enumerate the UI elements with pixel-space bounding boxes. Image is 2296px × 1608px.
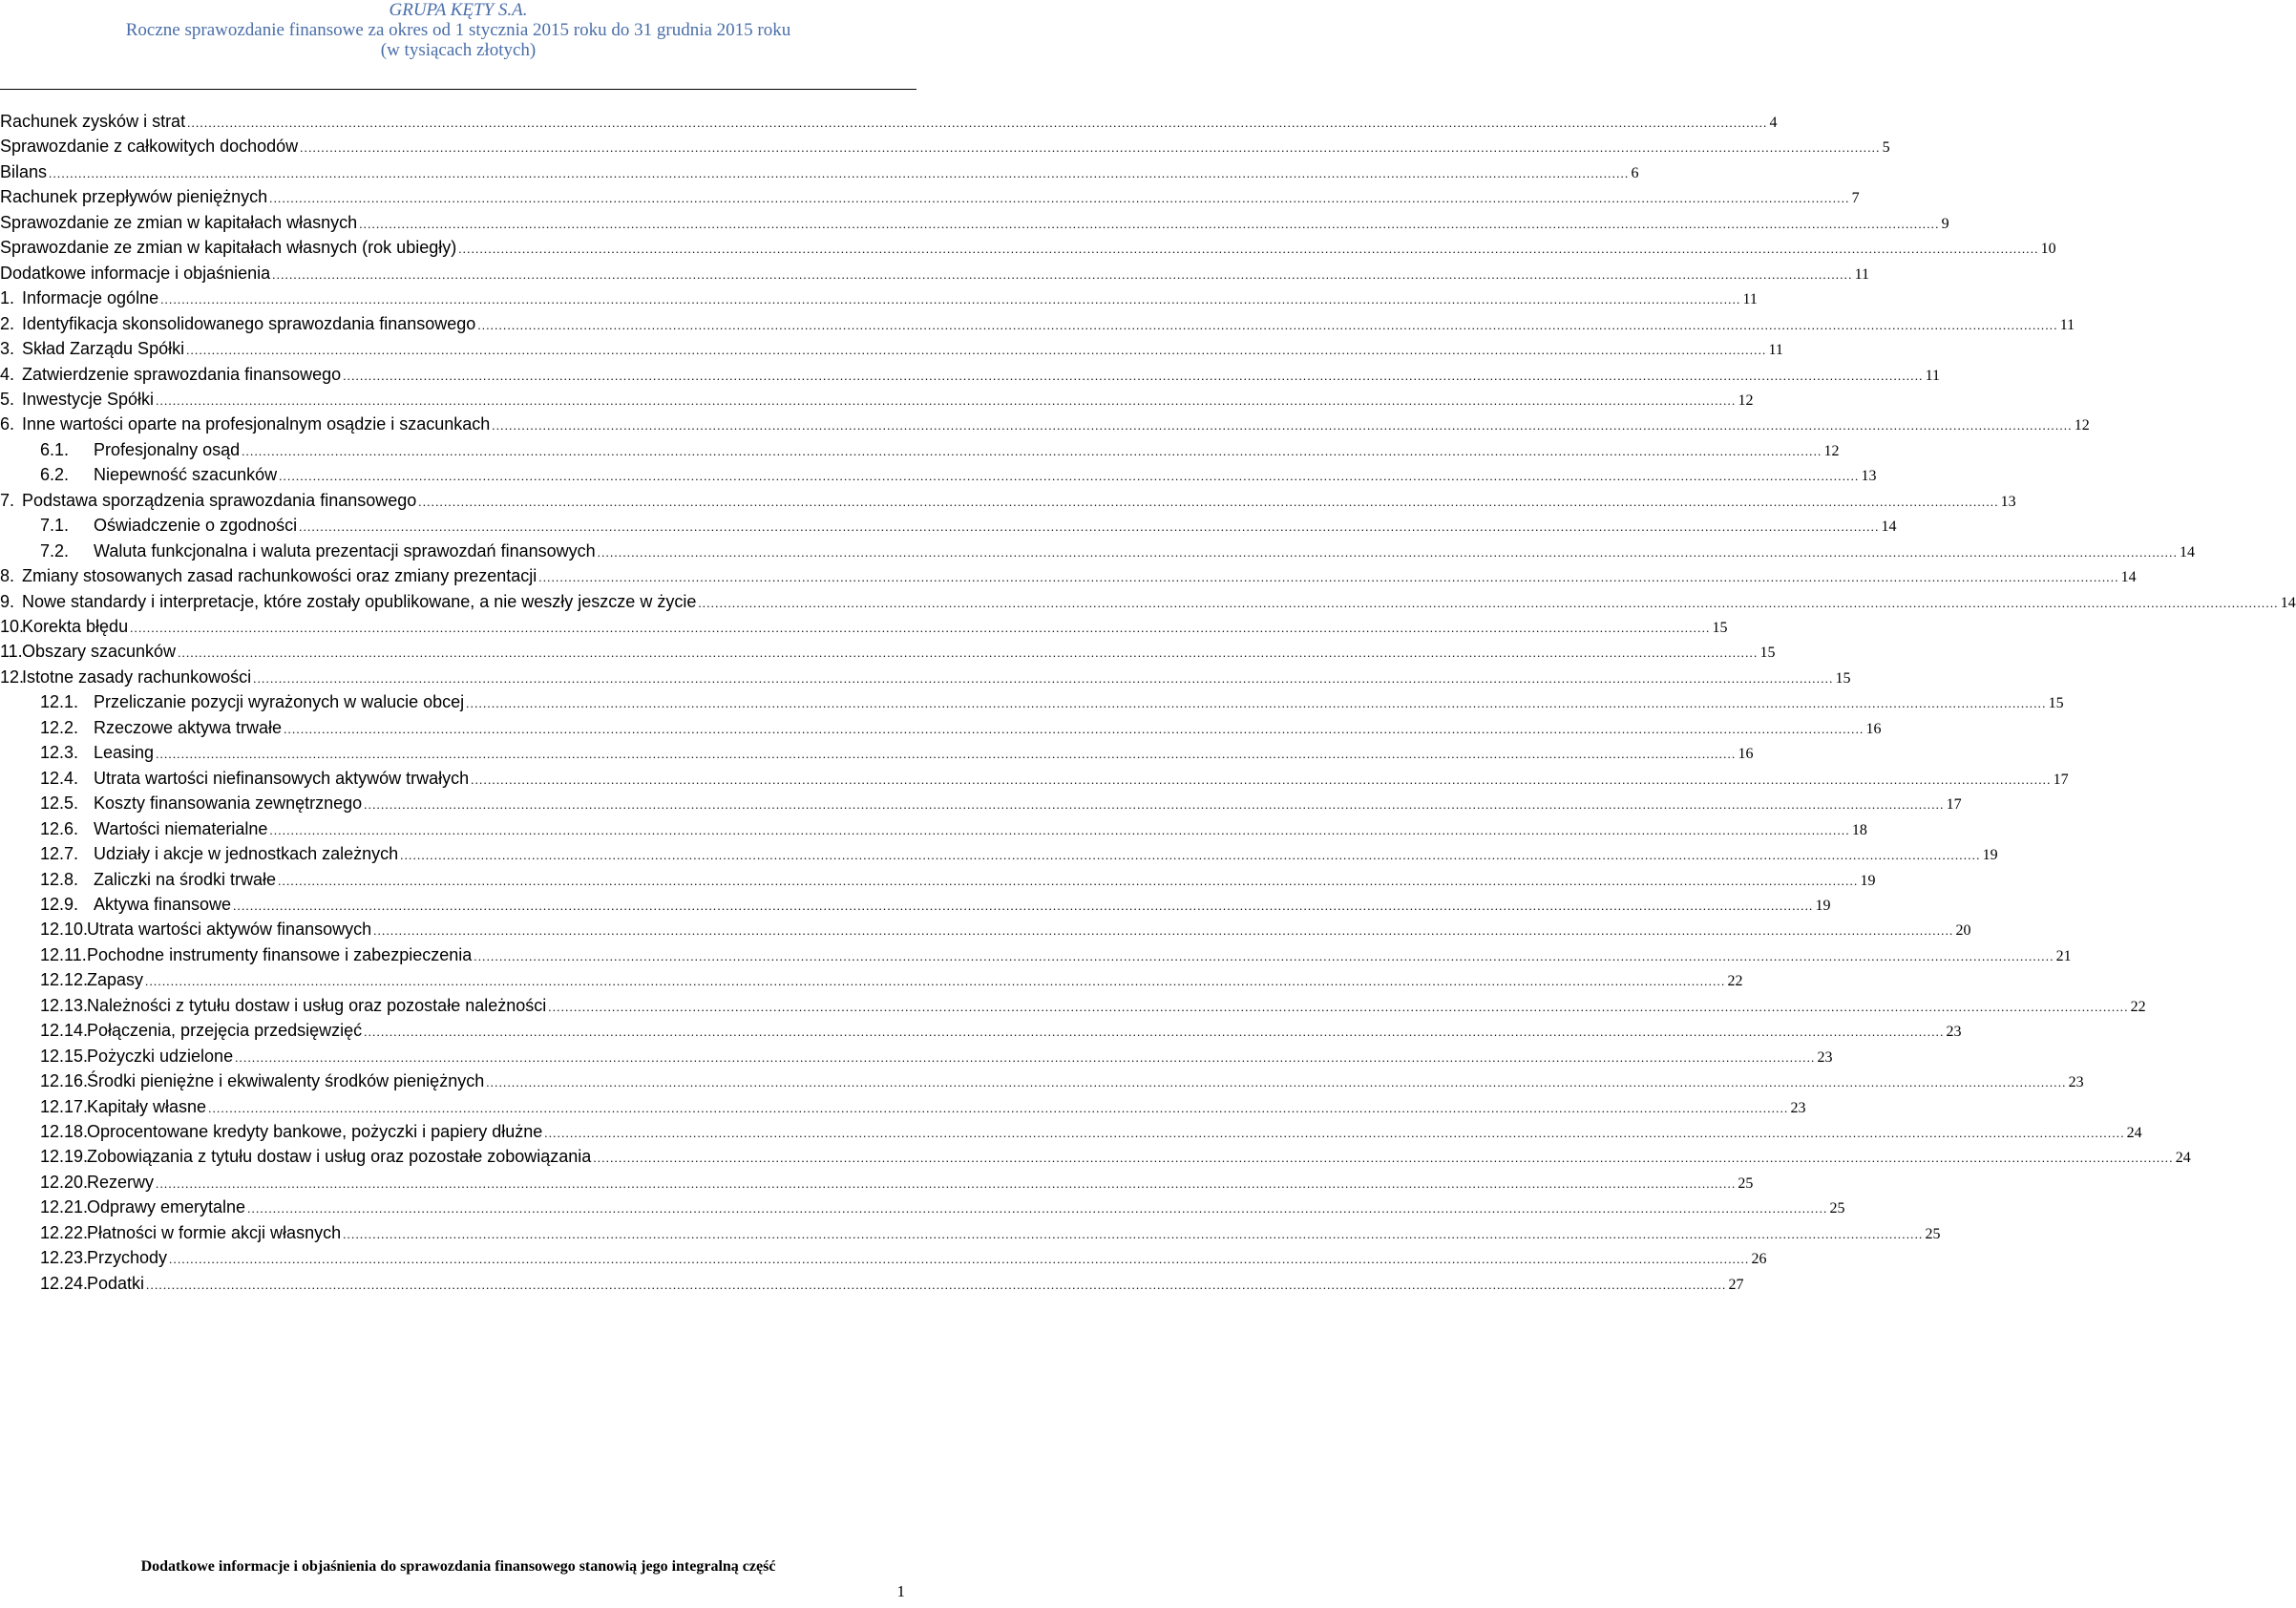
toc-entry[interactable] [0,261,1869,286]
dot-leader [145,969,1725,994]
toc-entry-label: Odprawy emerytalne [87,1197,246,1217]
toc-entry-label: Sprawozdanie ze zmian w kapitałach własnych [0,212,358,232]
toc-entry-label: Pożyczki udzielone [87,1046,234,1066]
toc-entry-number: 7.1. [40,516,70,536]
toc-entry[interactable] [0,437,1840,462]
toc-entry-title [0,336,184,361]
toc-entry-number: 2. [0,313,15,333]
toc-entry-title [0,134,298,159]
dot-leader [278,869,1858,894]
toc-entry-page: 16 [1865,720,1882,737]
toc-entry[interactable] [0,184,1860,209]
dot-leader [492,413,2072,438]
toc-entry-label: Oświadczenie o zgodności [94,516,298,536]
toc-entry-label: Zaliczki na środki trwałe [94,869,277,889]
toc-entry-page: 15 [2048,695,2064,712]
dot-leader [169,1247,1749,1272]
toc-entry-page: 14 [2180,543,2196,561]
toc-entry-title [40,1044,233,1068]
toc-entry-number: 7. [0,490,15,510]
toc-entry-title [40,689,464,714]
toc-entry-title [40,1220,341,1245]
dot-leader [477,313,2057,338]
toc-entry-label: Należności z tytułu dostaw i usług oraz pozostałe należności [87,995,547,1015]
toc-entry[interactable] [0,235,2056,260]
toc-entry[interactable] [0,967,1743,992]
toc-entry-number: 12.23. [40,1248,89,1268]
toc-entry-page: 23 [1790,1099,1806,1116]
toc-entry-page: 23 [2068,1074,2084,1091]
toc-entry-page: 18 [1851,821,1867,838]
toc-entry[interactable] [0,1119,2142,1144]
toc-entry-number: 12.20. [40,1172,89,1192]
toc-entry-title [40,867,276,892]
toc-entry-page: 11 [1854,265,1869,283]
toc-entry-label: Podatki [87,1273,145,1293]
report-title: Roczne sprawozdanie finansowe za okres od 1 stycznia 2015 roku do 31 grudnia 2015 roku [125,20,791,40]
toc-entry-label: Rachunek przepływów pieniężnych [0,187,268,207]
dot-leader [343,1222,1923,1247]
toc-entry-number: 12.1. [40,692,79,712]
toc-entry-number: 12.3. [40,743,79,763]
toc-entry-page: 24 [2175,1150,2191,1167]
dot-leader [418,490,1998,515]
toc-entry-label: Leasing [94,743,155,763]
toc-entry-title [0,563,537,588]
toc-entry[interactable] [0,311,2075,336]
toc-entry-page: 14 [2280,594,2296,611]
toc-entry-label: Rachunek zysków i strat [0,112,186,131]
toc-entry-label: Kapitały własne [87,1096,207,1116]
dot-leader [160,287,1740,312]
toc-entry[interactable] [0,740,1754,765]
toc-entry[interactable] [0,715,1882,740]
dot-leader [538,565,2118,590]
toc-entry-page: 10 [2040,241,2056,258]
toc-entry[interactable] [0,1018,1962,1043]
dot-leader [247,1196,1827,1221]
toc-entry-title [40,892,231,917]
dot-leader [235,1046,1815,1070]
toc-entry[interactable] [0,867,1876,892]
toc-entry-page: 22 [2130,998,2146,1015]
toc-entry-number: 12.17. [40,1096,89,1116]
toc-entry-label: Rzeczowe aktywa trwałe [94,717,283,737]
toc-entry[interactable] [0,336,1783,361]
toc-entry-label: Koszty finansowania zewnętrznego [94,793,363,814]
toc-entry[interactable] [0,892,1831,917]
dot-leader [548,995,2128,1020]
toc-entry[interactable] [0,539,2196,563]
toc-entry-label: Obszary szacunków [22,642,177,662]
toc-entry-title [40,1068,484,1093]
toc-entry-label: Identyfikacja skonsolidowanego sprawozdania finansowego [22,313,476,333]
toc-entry-title [0,210,357,235]
toc-entry-page: 9 [1941,215,1949,232]
toc-entry-number: 10. [0,617,25,636]
toc-entry-page: 7 [1851,190,1860,207]
toc-entry-number: 12.11. [40,944,87,964]
toc-entry[interactable] [0,1044,1833,1068]
toc-entry[interactable] [0,210,1949,235]
toc-entry-title [40,993,546,1018]
toc-entry-page: 23 [1946,1024,1962,1041]
toc-entry[interactable] [0,1068,2084,1093]
dot-leader [698,591,2278,616]
toc-entry-title [40,539,596,563]
toc-entry-number: 6. [0,414,15,434]
toc-entry-page: 11 [1742,291,1758,308]
toc-entry-title [40,1271,144,1296]
dot-leader [49,161,1629,186]
toc-entry-label: Skład Zarządu Spółki [22,339,185,359]
toc-entry-page: 19 [1815,897,1831,914]
toc-entry-page: 21 [2055,947,2072,964]
dot-leader [486,1070,2066,1095]
toc-entry-label: Udziały i akcje w jednostkach zależnych [94,844,399,864]
toc-entry-label: Sprawozdanie ze zmian w kapitałach własnych (rok ubiegły) [0,238,457,258]
report-units: (w tysiącach złotych) [380,40,537,60]
toc-entry[interactable] [0,109,1778,134]
toc-entry-number: 12.13. [40,995,89,1015]
toc-entry-page: 23 [1817,1048,1833,1066]
toc-entry-label: Środki pieniężne i ekwiwalenty środków pieniężnych [87,1071,485,1091]
toc-entry-number: 12.5. [40,793,79,814]
toc-entry-page: 11 [1768,342,1783,359]
toc-entry-page: 11 [1925,367,1941,384]
dot-leader [471,768,2051,793]
toc-entry-number: 12.9. [40,894,79,914]
toc-entry-title [0,387,154,412]
toc-entry-number: 12.14. [40,1021,89,1041]
toc-entry-label: Połączenia, przejęcia przedsięwzięć [87,1021,363,1041]
toc-entry-number: 12.19. [40,1147,89,1167]
dot-leader [343,364,1923,389]
toc-entry-title [0,639,176,664]
dot-leader [593,1146,2173,1171]
toc-entry-label: Inne wartości oparte na profesjonalnym osądzie i szacunkach [22,414,491,434]
dot-leader [208,1096,1788,1121]
toc-entry-title [40,462,277,487]
toc-entry-title [0,159,47,184]
toc-entry-title [0,235,456,260]
toc-entry-number: 1. [0,288,15,308]
toc-entry-page: 24 [2126,1125,2142,1141]
toc-entry-label: Dodatkowe informacje i objaśnienia [0,263,271,283]
dot-leader [474,944,2054,969]
toc-entry-title [40,1245,167,1270]
toc-entry-page: 15 [1835,669,1851,687]
toc-entry-title [40,917,371,942]
toc-entry-label: Przychody [87,1248,168,1268]
toc-entry-label: Podstawa sporządzenia sprawozdania finansowego [22,490,417,510]
toc-entry-number: 12.6. [40,818,79,838]
toc-entry-title [40,513,297,538]
toc-entry-page: 6 [1631,164,1639,181]
toc-entry-page: 4 [1769,115,1778,131]
toc-entry-label: Inwestycje Spółki [22,389,155,409]
toc-entry-title [0,261,270,286]
toc-entry-label: Płatności w formie akcji własnych [87,1222,342,1242]
toc-entry-label: Waluta funkcjonalna i waluta prezentacji sprawozdań finansowych [94,540,596,561]
toc-entry-title [40,942,472,967]
toc-entry[interactable] [0,362,1941,387]
toc-entry-number: 9. [0,591,15,611]
toc-entry[interactable] [0,563,2137,588]
dot-leader [269,186,1849,211]
toc-entry[interactable] [0,159,1639,184]
footer-note: Dodatkowe informacje i objaśnienia do sprawozdania finansowego stanowią jego integralną część [140,1558,776,1575]
toc-entry[interactable] [0,1245,1767,1270]
toc-entry-number: 12.16. [40,1071,89,1091]
toc-entry-label: Utrata wartości niefinansowych aktywów trwałych [94,768,470,788]
toc-entry[interactable] [0,412,2090,436]
toc-entry-title [0,184,267,209]
toc-entry-page: 25 [1925,1225,1941,1242]
toc-entry-page: 16 [1738,746,1754,763]
toc-entry-number: 12. [0,666,25,687]
toc-entry-title [0,109,185,134]
dot-leader [364,1020,1944,1045]
toc-entry-title [40,766,469,791]
dot-leader [400,843,1980,868]
dot-leader [269,818,1849,843]
toc-entry-number: 12.22. [40,1222,89,1242]
page-header [0,0,916,60]
toc-entry-label: Rezerwy [87,1172,155,1192]
header-divider [0,89,916,90]
toc-entry-title [40,791,362,815]
toc-entry[interactable] [0,1271,1744,1296]
toc-entry-number: 12.18. [40,1122,89,1141]
toc-entry-label: Oprocentowane kredyty bankowe, pożyczki i papiery dłużne [87,1122,543,1141]
toc-entry-number: 5. [0,389,15,409]
dot-leader [156,389,1736,413]
toc-entry-number: 12.24. [40,1273,89,1293]
toc-entry-label: Niepewność szacunków [94,465,278,485]
toc-entry-title [40,967,143,992]
toc-entry-page: 5 [1882,139,1890,157]
toc-entry-page: 12 [2074,417,2090,434]
toc-entry-number: 6.2. [40,465,70,485]
toc-entry-number: 7.2. [40,540,70,561]
toc-entry[interactable] [0,1195,1845,1219]
toc-entry-label: Korekta błędu [22,617,129,636]
dot-leader [458,237,2038,262]
company-name: GRUPA KĘTY S.A. [389,0,528,20]
toc-entry-title [40,740,154,765]
toc-entry-label: Pochodne instrumenty finansowe i zabezpieczenia [87,944,473,964]
toc-entry-page: 11 [2059,316,2075,333]
toc-entry[interactable] [0,286,1758,310]
toc-entry[interactable] [0,589,2296,614]
toc-entry-label: Profesjonalny osąd [94,439,241,459]
dot-leader [242,439,1822,464]
toc-entry[interactable] [0,766,2069,791]
toc-entry[interactable] [0,841,1998,866]
toc-entry-page: 17 [1946,796,1962,814]
toc-entry-page: 13 [1861,468,1877,485]
toc-entry-number: 11. [0,642,23,662]
toc-entry-page: 13 [2000,493,2016,510]
toc-entry-number: 6.1. [40,439,70,459]
toc-entry-label: Informacje ogólne [22,288,159,308]
toc-entry-label: Wartości niematerialne [94,818,268,838]
toc-entry-page: 25 [1738,1174,1754,1192]
dot-leader [178,641,1758,666]
toc-entry-title [0,589,696,614]
toc-entry-page: 14 [1881,518,1897,536]
toc-entry-label: Zmiany stosowanych zasad rachunkowości oraz zmiany prezentacji [22,566,537,586]
dot-leader [364,793,1944,817]
toc-entry[interactable] [0,134,1890,159]
toc-entry[interactable] [0,513,1897,538]
toc-entry[interactable] [0,488,2016,513]
toc-entry-page: 17 [2053,771,2069,788]
toc-entry-title [0,614,128,639]
toc-entry-title [0,286,158,310]
toc-entry-title [0,665,251,689]
toc-entry-label: Aktywa finansowe [94,894,232,914]
dot-leader [187,111,1767,136]
dot-leader [156,742,1736,767]
toc-entry-page: 14 [2120,569,2137,586]
toc-entry-number: 12.8. [40,869,79,889]
toc-entry-label: Bilans [0,161,48,181]
toc-entry-number: 12.10. [40,920,89,940]
toc-entry[interactable] [0,816,1867,841]
toc-entry-number: 12.7. [40,844,79,864]
toc-entry-page: 25 [1829,1200,1845,1217]
toc-entry-title [40,1094,206,1119]
toc-entry-label: Sprawozdanie z całkowitych dochodów [0,137,299,157]
toc-entry-title [40,1195,245,1219]
toc-entry-number: 4. [0,364,15,384]
toc-entry[interactable] [0,942,2072,967]
toc-entry-number: 12.21. [40,1197,89,1217]
toc-entry-title [40,715,282,740]
dot-leader [233,894,1813,919]
toc-entry-title [40,437,240,462]
toc-entry-title [40,1170,154,1195]
toc-entry-number: 12.12. [40,970,89,990]
toc-entry-label: Nowe standardy i interpretacje, które zostały opublikowane, a nie weszły jeszcze w życie [22,591,697,611]
dot-leader [299,515,1879,540]
toc-entry[interactable] [0,791,1962,815]
toc-entry-title [0,488,416,513]
toc-entry-label: Zatwierdzenie sprawozdania finansowego [22,364,342,384]
toc-entry-page: 15 [1759,645,1776,662]
toc-entry-page: 20 [1955,922,1971,940]
toc-entry-page: 12 [1823,442,1840,459]
toc-entry[interactable] [0,1220,1941,1245]
toc-entry-title [40,1119,542,1144]
toc-entry-title [40,1144,591,1169]
dot-leader [373,919,1953,943]
toc-entry-label: Zobowiązania z tytułu dostaw i usług oraz pozostałe zobowiązania [87,1147,592,1167]
dot-leader [300,136,1880,160]
toc-entry-number: 12.15. [40,1046,89,1066]
dot-leader [130,616,1710,641]
toc-entry-page: 19 [1860,872,1876,889]
toc-entry-title [0,412,490,436]
toc-entry-page: 22 [1727,973,1743,990]
dot-leader [466,691,2046,716]
dot-leader [284,717,1864,742]
dot-leader [544,1121,2124,1146]
toc-entry-title [0,362,341,387]
toc-entry-page: 12 [1738,391,1754,409]
dot-leader [598,540,2178,565]
toc-entry-label: Istotne zasady rachunkowości [22,666,252,687]
dot-leader [156,1172,1736,1196]
dot-leader [186,338,1766,363]
dot-leader [359,212,1939,237]
toc-entry[interactable] [0,1170,1754,1195]
toc-entry-number: 12.2. [40,717,79,737]
toc-entry[interactable] [0,665,1851,689]
dot-leader [146,1273,1726,1298]
toc-entry-title [0,311,475,336]
toc-entry-title [40,816,267,841]
toc-entry[interactable] [0,993,2146,1018]
toc-entry-title [40,841,398,866]
toc-entry[interactable] [0,387,1754,412]
toc-entry-number: 8. [0,566,15,586]
toc-entry-label: Zapasy [87,970,144,990]
dot-leader [272,263,1852,287]
toc-entry[interactable] [0,689,2064,714]
page-number: 1 [896,1582,905,1600]
toc-entry-page: 15 [1712,620,1728,636]
toc-entry[interactable] [0,1144,2191,1169]
toc-entry[interactable] [0,639,1776,664]
toc-entry-label: Utrata wartości aktywów finansowych [87,920,372,940]
toc-entry[interactable] [0,917,1971,942]
toc-entry-number: 12.4. [40,768,79,788]
toc-entry[interactable] [0,1094,1806,1119]
toc-entry-page: 19 [1982,847,1998,864]
toc-entry[interactable] [0,462,1877,487]
dot-leader [279,464,1859,489]
toc-entry-title [40,1018,362,1043]
toc-entry-number: 3. [0,339,15,359]
toc-entry-page: 27 [1728,1276,1744,1293]
toc-entry-page: 26 [1751,1251,1767,1268]
toc-entry[interactable] [0,614,1728,639]
toc-entry-label: Przeliczanie pozycji wyrażonych w walucie obcej [94,692,465,712]
dot-leader [253,666,1833,691]
